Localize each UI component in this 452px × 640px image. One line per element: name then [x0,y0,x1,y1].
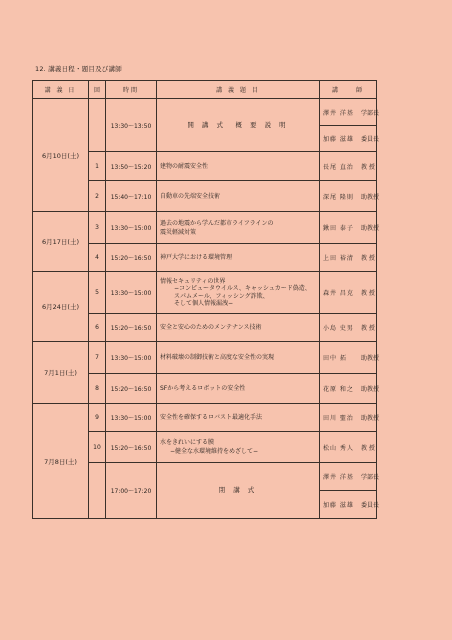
title-cell: 安全と安心のためのメンテナンス技術 [157,314,320,342]
no-cell [89,463,106,519]
section-heading: 12. 講義日程・題目及び講師 [35,65,122,73]
lecturer-role: 助教授 [361,193,380,201]
title-cell [157,272,320,314]
lecturer-cell [320,404,380,432]
lecturer-name: 花原 和之 [323,386,354,393]
date-cell: 7月1日(土) [33,342,89,404]
time-cell: 13:30〜15:00 [106,404,157,432]
no-cell: 10 [89,432,106,463]
title-cell [157,212,320,244]
lecturer-cell [320,314,377,342]
lecturer-cell [320,152,377,181]
lecturer-name: 松山 秀人 [323,444,354,452]
title-line: 水をきれいにする膜 [160,439,215,446]
header-row [33,81,377,99]
header-title: 講 義 題 目 [157,81,320,99]
lecturer-name: 田川 聖治 [323,415,354,422]
no-cell: 2 [89,181,106,212]
header-lecturer: 講 師 [320,81,377,99]
lecturer-role: 助教授 [361,355,380,362]
lecturer-name: 深尾 隆則 [323,193,354,201]
lecturer-role: 教 授 [361,163,375,171]
title-cell: 神戸大学における環境管理 [157,244,320,272]
lecturer-role: 助教授 [361,415,380,422]
header-date: 講 義 日 [33,81,89,99]
title-cell: SFから考えるロボットの安全性 [157,374,320,404]
lecturer-name: 小島 史男 [323,325,354,332]
lecturer-name: 加藤 滋雄 [323,502,354,509]
lecturer-cell [320,126,380,152]
lecturer-role: 学部長 [361,474,380,481]
title-line: 情報セキュリティの世界 [160,277,226,285]
title-cell: 建物の耐震安全性 [157,152,320,181]
title-line: −健全な水環境維持をめざして− [170,448,259,455]
lecturer-cell [320,244,377,272]
no-cell: 9 [89,404,106,432]
no-cell: 6 [89,314,106,342]
no-cell [89,99,106,152]
schedule-table [32,80,380,519]
time-cell: 15:20〜16:50 [106,314,157,342]
lecturer-role: 教 授 [361,444,375,452]
lecturer-name: 田中 拓 [323,355,347,362]
no-cell: 5 [89,272,106,314]
lecturer-role: 助教授 [361,386,380,393]
lecturer-cell [320,212,380,244]
lecturer-role: 教 授 [361,290,375,297]
lecturer-name: 鍬田 泰子 [323,225,354,232]
title-line: 過去の地震から学んだ都市ライフラインの [160,219,274,227]
time-cell: 13:30〜15:00 [106,212,157,244]
time-cell: 13:50〜15:20 [106,152,157,181]
lecturer-role: 委員長 [361,136,380,143]
title-line: −コンピュータウイルス、キャッシュカード偽造、 [174,285,311,292]
time-cell: 13:30〜15:00 [106,342,157,374]
time-cell: 15:20〜16:50 [106,374,157,404]
lecturer-role: 教 授 [361,325,375,332]
lecturer-role: 委員長 [361,502,380,509]
lecturer-role: 学部長 [361,109,380,117]
no-cell: 3 [89,212,106,244]
date-cell: 6月17日(土) [33,212,89,272]
lecturer-cell [320,432,377,463]
lecturer-name: 長尾 直治 [323,163,354,171]
no-cell: 8 [89,374,106,404]
header-no: 回 [89,81,106,99]
time-cell: 15:20〜16:50 [106,432,157,463]
closing-title-cell: 閉 講 式 [157,463,320,519]
lecturer-role: 助教授 [361,225,380,232]
table-row [33,99,377,126]
lecturer-name: 澤井 洋基 [323,474,354,481]
title-line: スパムメール、フィッシング詐欺、 [174,292,269,300]
lecturer-name: 森井 昌克 [323,290,354,297]
title-line: そして個人情報漏洩− [174,300,234,307]
title-cell: 安全性を確保するロバスト最適化手法 [157,404,320,432]
time-cell: 15:20〜16:50 [106,244,157,272]
time-cell: 13:30〜13:50 [106,99,157,152]
opening-title-cell: 開 講 式 概 要 説 明 [157,99,320,152]
table-row [33,212,377,244]
time-cell: 15:40〜17:10 [106,181,157,212]
no-cell: 7 [89,342,106,374]
title-line: 震災軽減対策 [160,228,197,236]
lecturer-cell [320,181,380,212]
title-cell: 自動車の先端安全技術 [157,181,320,212]
date-cell: 6月24日(土) [33,272,89,342]
no-cell: 4 [89,244,106,272]
lecturer-cell [320,463,380,491]
time-cell: 17:00〜17:20 [106,463,157,519]
lecturer-cell [320,99,380,126]
lecturer-role: 教 授 [361,255,375,262]
lecturer-cell [320,272,377,314]
header-time: 時間 [106,81,157,99]
lecturer-cell [320,342,380,374]
date-cell: 6月10日(土) [33,99,89,212]
title-cell [157,432,320,463]
date-cell: 7月8日(土) [33,404,89,519]
table-row [33,342,377,374]
lecturer-name: 澤井 洋基 [323,109,354,117]
table-row [33,272,377,314]
time-cell: 13:30〜15:00 [106,272,157,314]
title-cell: 材料破壊の制御技術と高度な安全性の実現 [157,342,320,374]
no-cell: 1 [89,152,106,181]
lecturer-cell [320,491,380,519]
lecturer-name: 加藤 滋雄 [323,136,354,143]
lecturer-cell [320,374,380,404]
lecturer-name: 上田 裕清 [323,255,354,262]
table-row [33,404,377,432]
